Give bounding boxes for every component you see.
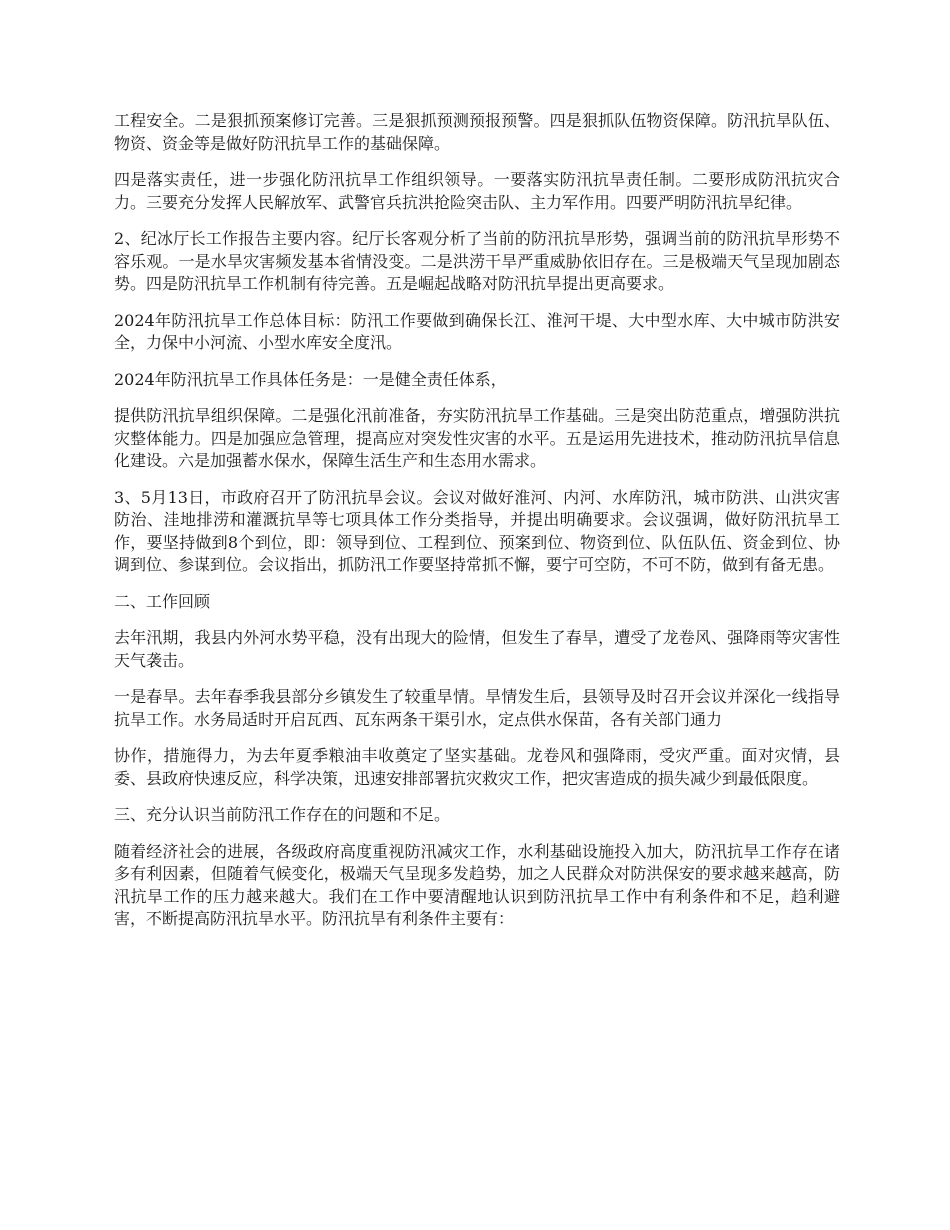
paragraph-responsibility: 四是落实责任，进一步强化防汛抗旱工作组织领导。一要落实防汛抗旱责任制。二要形成防汛抗灾合力。三要充分发挥人民解放军、武警官兵抗洪抢险突击队、主力军作用。四要严明防汛抗旱纪律。 xyxy=(114,170,840,212)
paragraph-continuation-work-points: 工程安全。二是狠抓预案修订完善。三是狠抓预测预报预警。四是狠抓队伍物资保障。防汛抗旱队伍、物资、资金等是做好防汛抗旱工作的基础保障。 xyxy=(114,111,840,153)
section-heading-problems: 三、充分认识当前防汛工作存在的问题和不足。 xyxy=(114,805,451,824)
paragraph-spring-drought: 一是春旱。去年春季我县部分乡镇发生了较重旱情。旱情发生后，县领导及时召开会议并深化一线指导抗旱工作。水务局适时开启瓦西、瓦东两条干渠引水，定点供水保苗，各有关部门通力 xyxy=(114,687,840,729)
document-page xyxy=(114,110,840,945)
paragraph-cooperation: 协作，措施得力，为去年夏季粮油丰收奠定了坚实基础。龙卷风和强降雨，受灾严重。面对灾情，县委、县政府快速反应，科学决策，迅速安排部署抗灾救灾工作，把灾害造成的损失减少到最低限度。 xyxy=(114,746,840,788)
paragraph-director-report: 2、纪冰厅长工作报告主要内容。纪厅长客观分析了当前的防汛抗旱形势，强调当前的防汛抗旱形势不容乐观。一是水旱灾害频发基本省情没变。二是洪涝干旱严重威胁依旧存在。三是极端天气呈现加剧态势。四是防汛抗旱工作机制有待完善。五是崛起战略对防汛抗旱提出更高要求。 xyxy=(114,229,840,293)
paragraph-tasks-continued: 提供防汛抗旱组织保障。二是强化汛前准备，夯实防汛抗旱工作基础。三是突出防范重点，增强防洪抗灾整体能力。四是加强应急管理，提高应对突发性灾害的水平。五是运用先进技术，推动防汛抗旱信息化建设。六是加强蓄水保水，保障生活生产和生态用水需求。 xyxy=(114,406,840,470)
paragraph-last-flood-season: 去年汛期，我县内外河水势平稳，没有出现大的险情，但发生了春旱，遭受了龙卷风、强降雨等灾害性天气袭击。 xyxy=(114,628,840,670)
paragraph-city-meeting: 3、5月13日，市政府召开了防汛抗旱会议。会议对做好淮河、内河、水库防汛，城市防洪、山洪灾害防治、洼地排涝和灌溉抗旱等七项具体工作分类指导，并提出明确要求。会议强调，做好防汛抗旱工作，要坚持做到8个到位，即：领导到位、工程到位、预案到位、物资到位、队伍队伍、资金到位、协调到位、参谋到位。会议指出，抓防汛工作要坚持常抓不懈，要宁可空防，不可不防，做到有备无患。 xyxy=(114,487,840,574)
paragraph-overall-goal: 2024年防汛抗旱工作总体目标：防汛工作要做到确保长江、淮河干堤、大中型水库、大中城市防洪安全，力保中小河流、小型水库安全度汛。 xyxy=(114,310,840,352)
paragraph-specific-tasks: 2024年防汛抗旱工作具体任务是：一是健全责任体系， xyxy=(114,369,507,389)
paragraph-development: 随着经济社会的进展，各级政府高度重视防汛减灾工作，水利基础设施投入加大，防汛抗旱工作存在诸多有利因素，但随着气候变化，极端天气呈现多发趋势，加之人民群众对防洪保安的要求越来越高，防汛抗旱工作的压力越来越大。我们在工作中要清醒地认识到防汛抗旱工作中有利条件和不足，趋利避害，不断提高防汛抗旱水平。防汛抗旱有利条件主要有： xyxy=(114,841,840,928)
section-heading-work-review: 二、工作回顾 xyxy=(114,591,211,611)
